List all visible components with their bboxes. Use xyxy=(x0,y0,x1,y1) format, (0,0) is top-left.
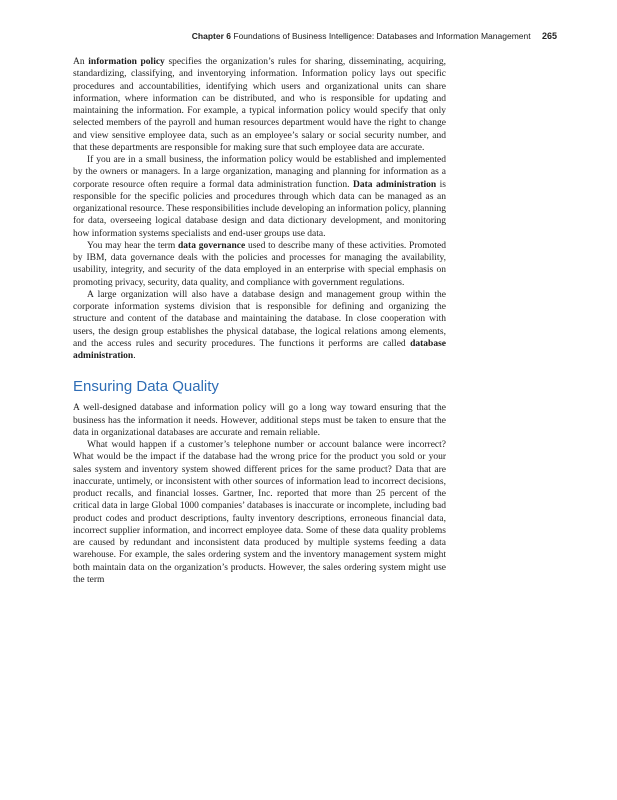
term-information-policy: information policy xyxy=(88,57,165,67)
page-number: 265 xyxy=(541,31,557,41)
term-data-administration: Data administration xyxy=(353,179,437,190)
paragraph-database-administration: A large organization will also have a database design and management group within the corporate information systems division that is responsible for defining and organizing the structure and content of the database and maintaining the database. In close cooperation with users, the design group establishes the physical database, the logical relations among elements, and the access rules and security procedures. The functions it performs are called database administration. xyxy=(73,289,446,361)
term-database-administration: database administration xyxy=(73,338,446,361)
paragraph-data-quality-problems: What would happen if a customer’s telephone number or account balance were incorrect? What would be the impact if the database had the wrong price for the product you sold or your sales system and inventory system showed different prices for the same product? Data that are inaccurate, untimely, or inconsistent with other sources of information lead to incorrect decisions, product recalls, and financial losses. Gartner, Inc. reported that more than 25 percent of the critical data in large Global 1000 companies’ databases is inaccurate or incomplete, including bad product codes and product descriptions, faulty inventory descriptions, erroneous financial data, incorrect supplier information, and incorrect employee data. Some of these data quality problems are caused by redundant and inconsistent data produced by multiple systems feeding a data warehouse. For example, the sales ordering system and the inventory management system might both maintain data on the organization’s products. However, the sales ordering system might use the term xyxy=(73,440,446,585)
paragraph-data-quality-intro: A well-designed database and information policy will go a long way toward ensuring that the business has the information it needs. However, additional steps must be taken to ensure that the data in organizational databases are accurate and remain reliable. xyxy=(73,403,446,438)
body-text xyxy=(73,56,446,586)
paragraph-data-administration: If you are in a small business, the information policy would be established and implemented by the owners or managers. In a large organization, managing and planning for information as a corporate resource often require a formal data administration function. Data administration is responsible for the specific policies and procedures through which data can be managed as an organizational resource. These responsibilities include developing an information policy, planning for data, overseeing logical database design and data dictionary development, and monitoring how information systems specialists and end-user groups use data. xyxy=(73,155,446,239)
section-heading: Ensuring Data Quality xyxy=(73,378,219,396)
paragraph-data-governance: You may hear the term data governance used to describe many of these activities. Promoted by IBM, data governance deals with the policies and processes for managing the availability, usability, integrity, and security of the data employed in an enterprise with special emphasis on promoting privacy, security, data quality, and compliance with government regulations. xyxy=(73,240,446,288)
term-data-governance: data governance xyxy=(178,240,246,251)
paragraph-information-policy: An information policy specifies the organization’s rules for sharing, disseminating, acquiring, standardizing, classifying, and inventorying information. Information policy lays out specific procedures and accountabilities, identifying which users and organizational units can share information, where information can be distributed, and who is responsible for updating and maintaining the information. For example, a typical information policy would specify that only selected members of the payroll and human resources department would have the right to change and view sensitive employee data, such as an employee’s salary or social security number, and that these departments are responsible for making sure that such employee data are accurate. xyxy=(73,57,446,153)
running-head xyxy=(60,31,557,41)
chapter-label: Chapter 6 xyxy=(191,31,231,41)
chapter-title: Foundations of Business Intelligence: Databases and Information Management xyxy=(233,31,531,41)
